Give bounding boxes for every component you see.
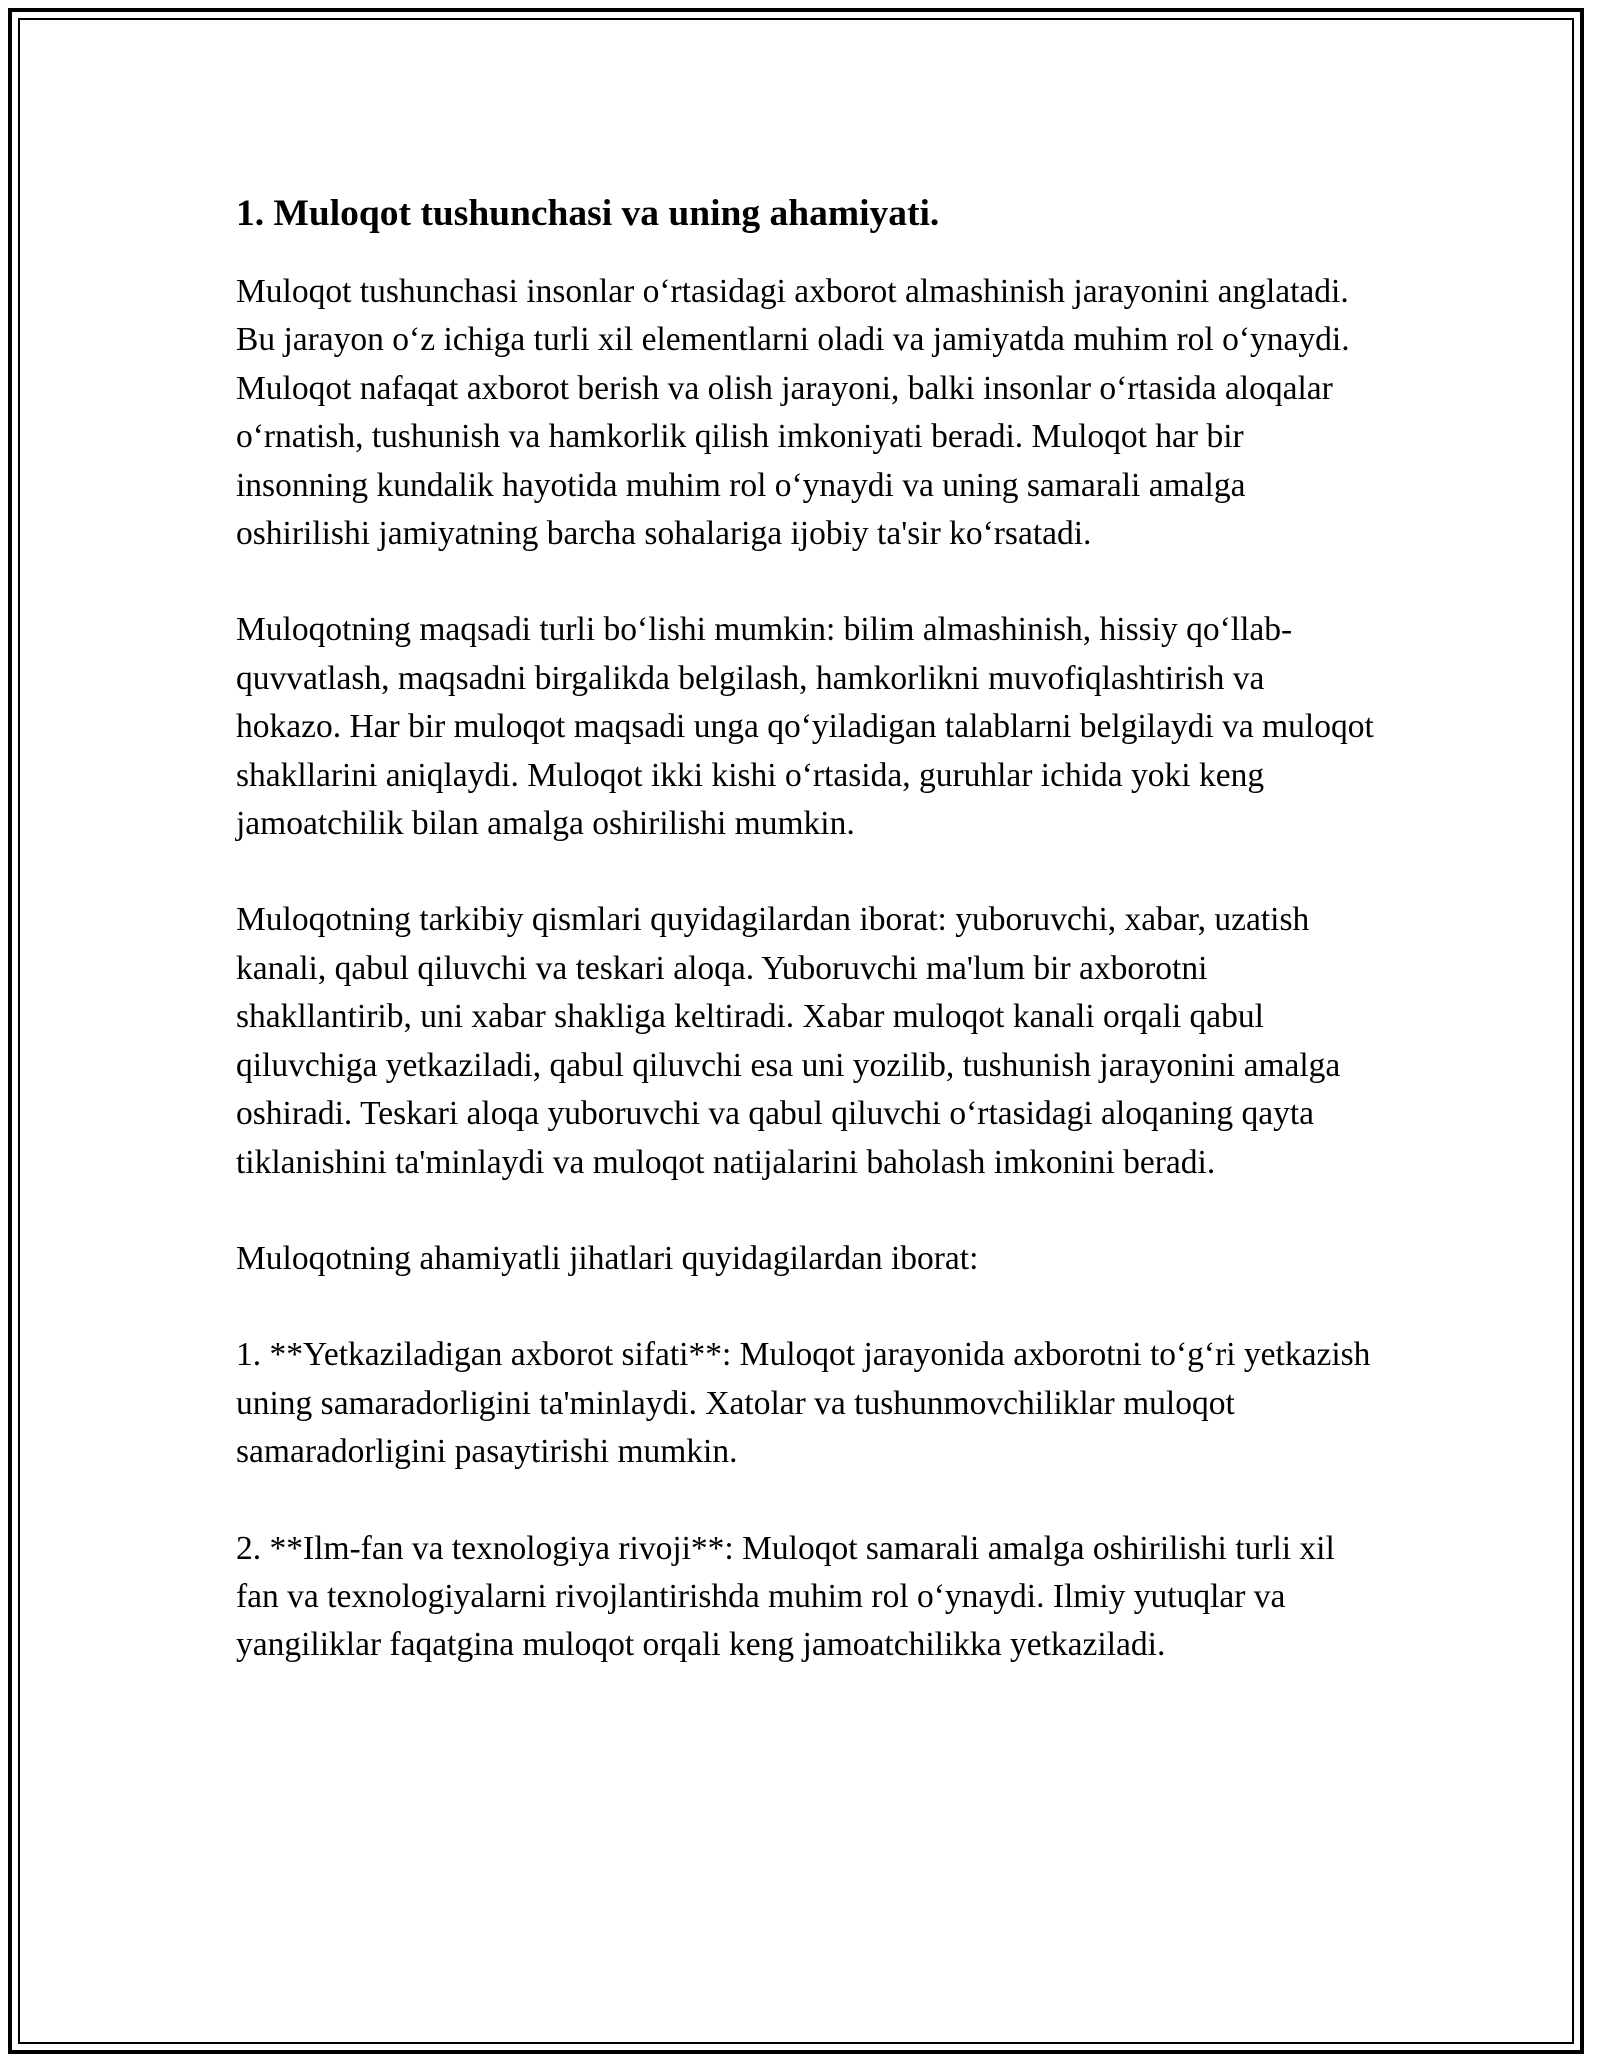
paragraph-definition: Muloqot tushunchasi insonlar o‘rtasidagi axborot almashinish jarayonini anglatadi. Bu jarayon o‘z ichiga turli xil elementlarni oladi va jamiyatda muhim rol o‘ynaydi. Muloqot nafaqat axborot berish va olish jarayoni, balki insonlar o‘rtasida aloqalar o‘rnatish, tushunish va hamkorlik qilish imkoniyati beradi. Muloqot har bir insonning kundalik hayotida muhim rol o‘ynaydi va uning samarali amalga oshirilishi jamiyatning barcha sohalariga ijobiy ta'sir ko‘rsatadi. <box>236 273 1350 553</box>
list-item-2: 2. **Ilm-fan va texnologiya rivoji**: Muloqot samarali amalga oshirilishi turli xil fan va texnologiyalarni rivojlantirishda muhim rol o‘ynaydi. Ilmiy yutuqlar va yangiliklar faqatgina muloqot orqali keng jamoatchilikka yetkaziladi. <box>236 1529 1335 1664</box>
paragraph-purpose: Muloqotning maqsadi turli bo‘lishi mumkin: bilim almashinish, hissiy qo‘llab-quvvatlash, maqsadni birgalikda belgilash, hamkorlikni muvofiqlashtirish va hokazo. Har bir muloqot maqsadi unga qo‘yiladigan talablarni belgilaydi va muloqot shakllarini aniqlaydi. Muloqot ikki kishi o‘rtasida, guruhlar ichida yoki keng jamoatchilik bilan amalga oshirilishi mumkin. <box>236 611 1374 843</box>
section-heading: 1. Muloqot tushunchasi va uning ahamiyati. <box>236 193 940 234</box>
paragraph-importance-intro: Muloqotning ahamiyatli jihatlari quyidagilardan iborat: <box>236 1239 979 1277</box>
paragraph-components: Muloqotning tarkibiy qismlari quyidagilardan iborat: yuboruvchi, xabar, uzatish kanali, qabul qiluvchi va teskari aloqa. Yuboruvchi ma'lum bir axborotni shakllantirib, uni xabar shakliga keltiradi. Xabar muloqot kanali orqali qabul qiluvchiga yetkaziladi, qabul qiluvchi esa uni yozilib, tushunish jarayonini amalga oshiradi. Teskari aloqa yuboruvchi va qabul qiluvchi o‘rtasidagi aloqaning qayta tiklanishini ta'minlaydi va muloqot natijalarini baholash imkonini beradi. <box>236 901 1341 1181</box>
list-item-1: 1. **Yetkaziladigan axborot sifati**: Muloqot jarayonida axborotni to‘g‘ri yetkazish uning samaradorligini ta'minlaydi. Xatolar va tushunmovchiliklar muloqot samaradorligini pasaytirishi mumkin. <box>236 1336 1371 1471</box>
document-page <box>236 188 1376 1670</box>
